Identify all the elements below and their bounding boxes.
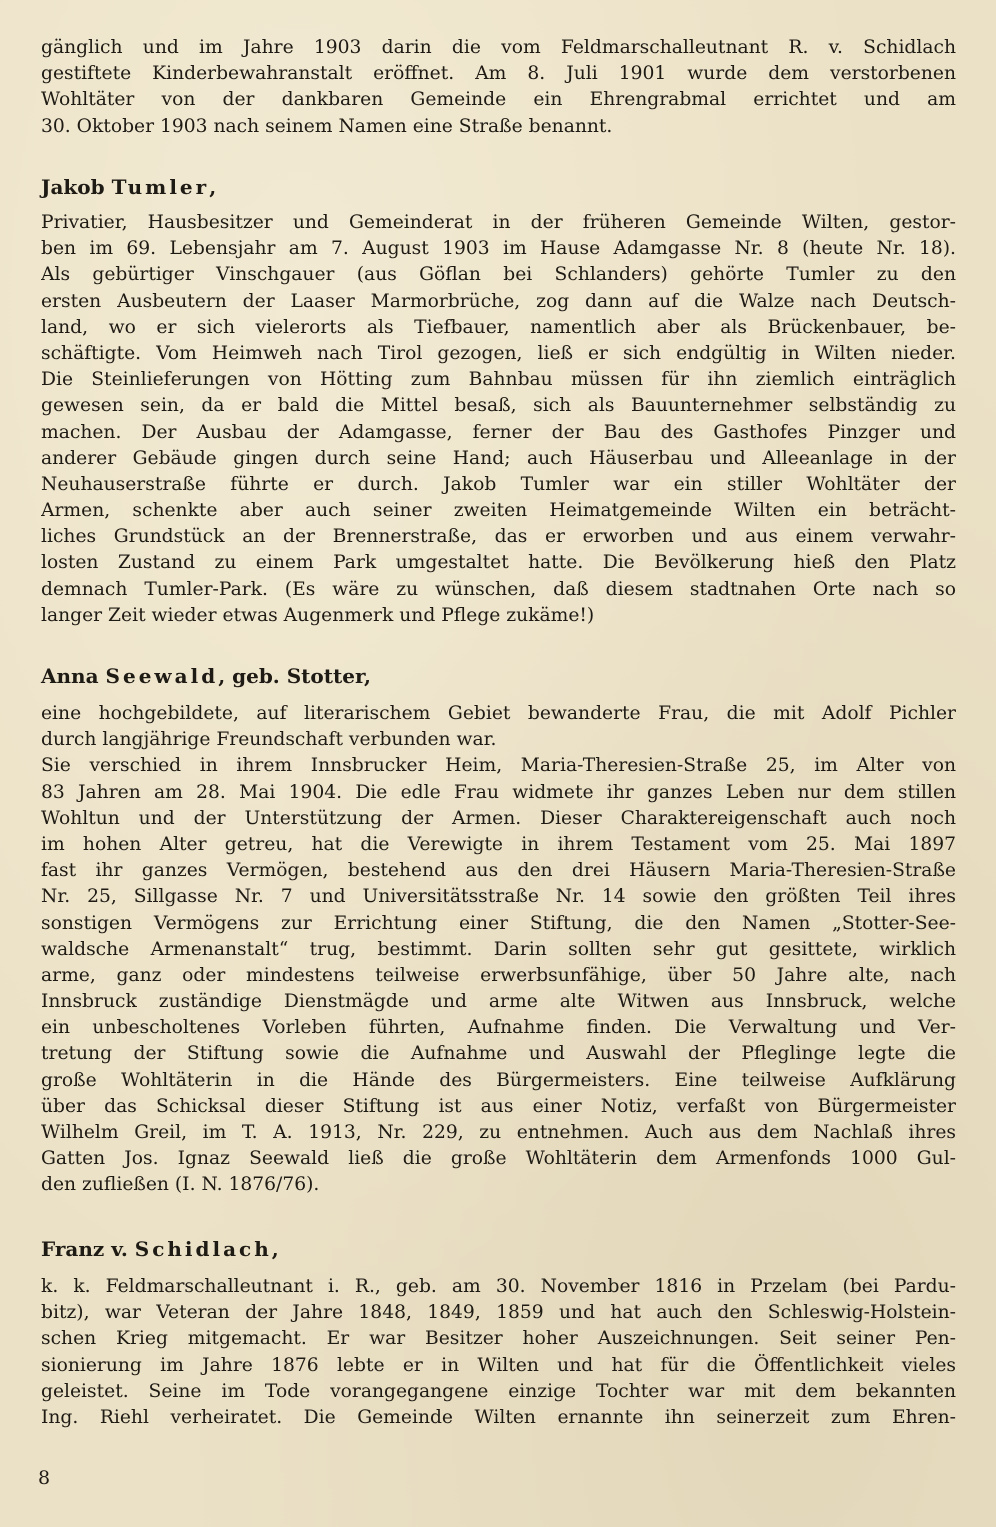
text-line: geleistet. Seine im Tode vorangegangene einzige Tochter war mit dem bekannten (41, 1380, 956, 1402)
text-line: über das Schicksal dieser Stiftung ist aus einer Notiz, verfaßt von Bürgermeister (41, 1095, 956, 1117)
heading-suffix: , (209, 175, 217, 199)
text-line: tretung der Stiftung sowie die Aufnahme und Auswahl der Pfleglinge legte die (41, 1043, 956, 1065)
text-line: eine hochgebildete, auf literarischem Gebiet bewanderte Frau, die mit Adolf Pichler (41, 703, 956, 724)
heading-schidlach (41, 1236, 279, 1262)
heading-tumler (41, 174, 216, 200)
text-line: anderer Gebäude gingen durch seine Hand; auch Häuserbau und Alleeanlage in der (41, 447, 956, 469)
text-line: sonstigen Vermögens zur Errichtung einer Stiftung, die den Namen „Stotter-See- (41, 912, 956, 934)
text-line: gestiftete Kinderbewahranstalt eröffnet. Am 8. Juli 1901 wurde dem verstorbenen (41, 63, 956, 85)
page-number: 8 (38, 1467, 51, 1489)
text-line: liches Grundstück an der Brennerstraße, das er erworben und aus einem verwahr- (41, 526, 956, 548)
text-line: bitz), war Veteran der Jahre 1848, 1849, 1859 und hat auch den Schleswig-Holstein- (41, 1302, 956, 1324)
text-line: machen. Der Ausbau der Adamgasse, ferner der Bau des Gasthofes Pinzger und (41, 421, 956, 443)
text-line: im hohen Alter getreu, hat die Verewigte in ihrem Testament vom 25. Mai 1897 (41, 833, 956, 855)
text-line: durch langjährige Freundschaft verbunden war. (41, 729, 497, 751)
text-line: Nr. 25, Sillgasse Nr. 7 und Universitätsstraße Nr. 14 sowie den größten Teil ihres (41, 886, 956, 908)
text-line: Neuhauserstraße führte er durch. Jakob Tumler war ein stiller Wohltäter der (41, 473, 956, 495)
text-line: Wohltäter von der dankbaren Gemeinde ein Ehrengrabmal errichtet und am (41, 89, 956, 111)
text-line: land, wo er sich vielerorts als Tiefbauer, namentlich aber als Brückenbauer, be- (41, 316, 956, 338)
heading-suffix: , geb. Stotter, (218, 664, 371, 688)
text-line: Die Steinlieferungen von Hötting zum Bahnbau müssen für ihn ziemlich einträglich (41, 369, 956, 391)
heading-first-name: Anna (41, 664, 106, 688)
text-line: den zufließen (I. N. 1876/76). (41, 1174, 320, 1196)
text-line: ben im 69. Lebensjahr am 7. August 1903 im Hause Adamgasse Nr. 8 (heute Nr. 18). (41, 238, 956, 260)
text-line: Privatier, Hausbesitzer und Gemeinderat in der früheren Gemeinde Wilten, gestor- (41, 212, 956, 233)
text-line: arme, ganz oder mindestens teilweise erwerbsunfähige, über 50 Jahre alte, nach (41, 964, 956, 986)
text-line: fast ihr ganzes Vermögen, bestehend aus den drei Häusern Maria-Theresien-Straße (41, 860, 956, 882)
heading-suffix: , (271, 1237, 279, 1261)
heading-first-name: Jakob (41, 175, 112, 199)
text-line: große Wohltäterin in die Hände des Bürgermeisters. Eine teilweise Aufklärung (41, 1069, 956, 1091)
intro-paragraph (41, 35, 956, 140)
text-line: ein unbescholtenes Vorleben führten, Aufnahme finden. Die Verwaltung und Ver- (41, 1017, 956, 1039)
text-line: ersten Ausbeutern der Laaser Marmorbrüche, zog dann auf die Walze nach Deutsch- (41, 290, 956, 312)
text-line: langer Zeit wieder etwas Augenmerk und Pflege zukäme!) (41, 604, 595, 626)
text-line: schen Krieg mitgemacht. Er war Besitzer hoher Auszeichnungen. Seit seiner Pen- (41, 1328, 956, 1350)
text-line: Innsbruck zuständige Dienstmägde und arme alte Witwen aus Innsbruck, welche (41, 991, 956, 1013)
heading-last-name: Seewald (105, 664, 219, 688)
text-line: Wilhelm Greil, im T. A. 1913, Nr. 229, zu entnehmen. Auch aus dem Nachlaß ihres (41, 1122, 956, 1143)
text-line: losten Zustand zu einem Park umgestaltet hatte. Die Bevölkerung hieß den Platz (41, 552, 956, 574)
text-line: Armen, schenkte aber auch seiner zweiten Heimatgemeinde Wilten ein beträcht- (41, 500, 956, 522)
text-line: Sie verschied in ihrem Innsbrucker Heim, Maria-Theresien-Straße 25, im Alter von (41, 755, 956, 777)
text-line: waldsche Armenanstalt“ trug, bestimmt. Darin sollten sehr gut gesittete, wirklich (41, 938, 956, 960)
text-line: Wohltun und der Unterstützung der Armen. Dieser Charaktereigenschaft auch noch (41, 807, 956, 829)
text-line: demnach Tumler-Park. (Es wäre zu wünschen, daß diesem stadtnahen Orte nach so (41, 578, 956, 600)
text-line: sionierung im Jahre 1876 lebte er in Wilten und hat für die Öffentlichkeit vieles (41, 1354, 956, 1376)
text-line: k. k. Feldmarschalleutnant i. R., geb. am 30. November 1816 in Przelam (bei Pardu- (41, 1276, 956, 1297)
text-line: Gatten Jos. Ignaz Seewald ließ die große Wohltäterin dem Armenfonds 1000 Gul- (41, 1148, 956, 1170)
heading-seewald (41, 663, 371, 689)
text-line: Als gebürtiger Vinschgauer (aus Göflan bei Schlanders) gehörte Tumler zu den (41, 264, 956, 286)
heading-last-name: Schidlach (134, 1237, 272, 1261)
text-line: Ing. Riehl verheiratet. Die Gemeinde Wilten ernannte ihn seinerzeit zum Ehren- (41, 1406, 956, 1428)
heading-first-name: Franz v. (41, 1237, 135, 1261)
text-line: 30. Oktober 1903 nach seinem Namen eine Straße benannt. (41, 115, 613, 137)
tumler-paragraph (41, 210, 956, 629)
heading-last-name: Tumler (111, 175, 210, 199)
seewald-paragraph (41, 701, 956, 1199)
text-line: gewesen sein, da er bald die Mittel besaß, sich als Bauunternehmer selbständig zu (41, 395, 956, 417)
schidlach-paragraph (41, 1274, 956, 1431)
text-line: schäftigte. Vom Heimweh nach Tirol gezogen, ließ er sich endgültig in Wilten nieder. (41, 342, 956, 364)
text-line: gänglich und im Jahre 1903 darin die vom Feldmarschalleutnant R. v. Schidlach (41, 37, 956, 58)
text-line: 83 Jahren am 28. Mai 1904. Die edle Frau widmete ihr ganzes Leben nur dem stillen (41, 781, 956, 803)
